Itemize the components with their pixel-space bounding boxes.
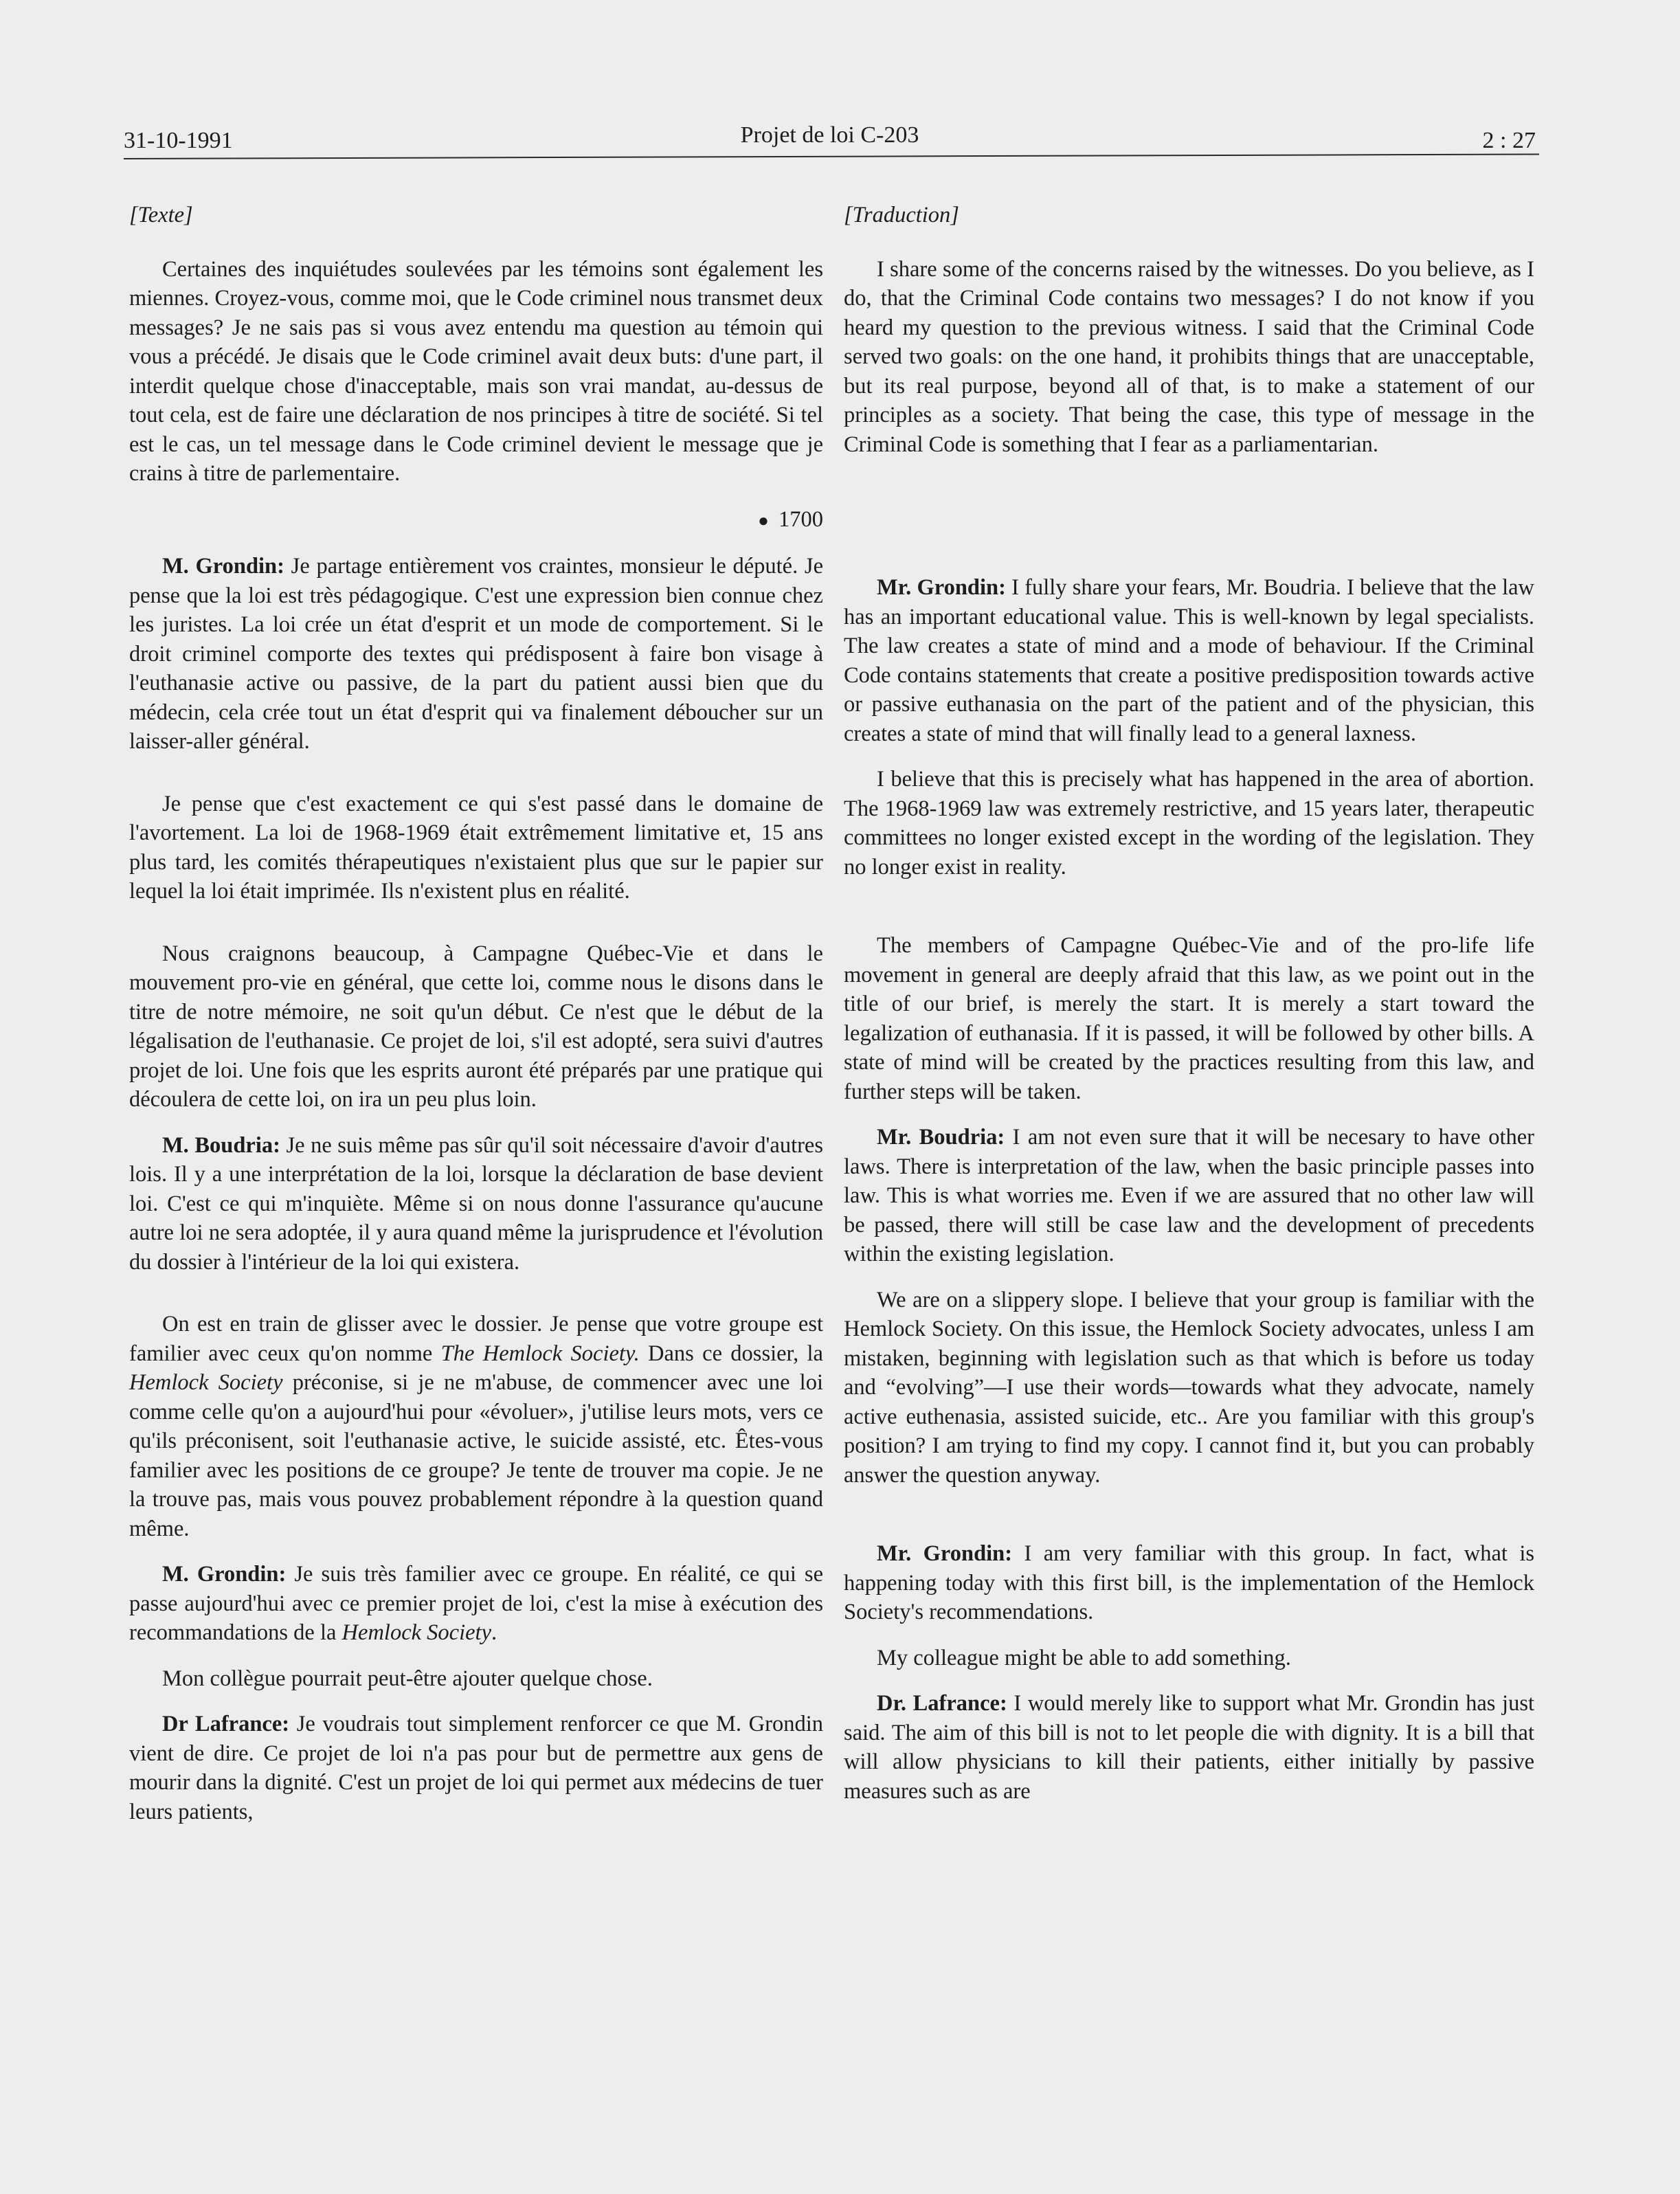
paragraph: Mon collègue pourrait peut-être ajouter quelque chose. [162,1666,653,1691]
speech-text: I am not even sure that it will be necesary to have other laws. There is interpretation of the law, when the basic principle passes into law. This is what worries me. Even if we are assured that no other law will be passed, there will still be case law and the development of precedents within the existing legislation. [844,1125,1534,1266]
bullet-icon: ● [758,510,769,530]
italic-text: The Hemlock Society. [440,1341,640,1366]
time-marker-value: 1700 [779,506,823,532]
speech-text: Je suis très familier avec ce groupe. En réalité, ce qui se passe aujourd'hui avec ce premier projet de loi, c'est la mise à exécution des recommandations de la [129,1562,823,1645]
header-date: 31-10-1991 [124,128,233,153]
speech-text: I am very familiar with this group. In fact, what is happening today with this first bill, is the implementation of the Hemlock Society's recommendations. [844,1541,1535,1624]
speaker-name: Mr. Grondin: [877,1541,1013,1566]
header-page-number: 2 : 27 [1482,128,1536,153]
paragraph: I believe that this is precisely what has happened in the area of abortion. The 1968-1969 law was extremely restrictive, and 15 years later, therapeutic committees no longer existed except in the wording of the legislation. They no longer exist in reality. [844,767,1534,880]
french-column [129,201,823,1843]
italic-text: Hemlock Society [129,1370,283,1395]
paragraph [129,1710,823,1826]
paragraph: My colleague might be able to add something. [877,1645,1291,1670]
paragraph: The members of Campagne Québec-Vie and of the pro-life life movement in general are deeply afraid that this law, as we point out in the title of our brief, is merely the start. It is merely a start toward the legalization of euthanasia. If it is passed, it will be followed by other bills. A state of mind will be created by the practices resulting from this law, and further steps will be taken. [844,933,1534,1104]
paragraph [844,573,1534,748]
speech-text: Je ne suis même pas sûr qu'il soit nécessaire d'avoir d'autres lois. Il y a une interprétation de la loi, lorsque la déclaration de base devient loi. C'est ce qui m'inquiète. Même si on nous donne l'assurance qu'aucune autre loi ne sera adoptée, il y aura quand même la jurisprudence et l'évolution du dossier à l'intérieur de la loi qui existera. [129,1132,823,1275]
italic-text: Hemlock Society [341,1620,492,1645]
text-label: [Traduction] [844,203,959,227]
paragraph: Je pense que c'est exactement ce qui s'est passé dans le domaine de l'avortement. La loi de 1968-1969 était extrêmement limitative et, 15 ans plus tard, les comités thérapeutiques n'existaient plus que sur le papier sur lequel la loi était imprimée. Ils n'existent plus en réalité. [129,791,823,904]
speech-text: Dans ce dossier, la [639,1341,823,1366]
paragraph [844,1689,1534,1806]
text-label: [Texte] [129,203,193,227]
speaker-name: M. Grondin: [162,1562,287,1587]
english-column [844,201,1534,1822]
paragraph: Nous craignons beaucoup, à Campagne Québec-Vie et dans le mouvement pro-vie en général, que cette loi, comme nous le disons dans le titre de notre mémoire, ne soit qu'un début. Ce n'est que le début de la légalisation de l'euthanasie. Ce projet de loi, s'il est adopté, sera suivi d'autres projet de loi. Une fois que les esprits auront été préparés par une pratique qui découlera de cette loi, on ira un peu plus loin. [129,941,823,1112]
time-marker [129,505,823,536]
speech-text: préconise, si je ne m'abuse, de commencer avec une loi comme celle qu'on a aujourd'hui pour «évoluer», j'utilise leurs mots, vers ce qu'ils préconisent, soit l'euthanasie active, le suicide assisté, etc. Êtes-vous familier avec les positions de ce groupe? Je tente de trouver ma copie. Je ne la trouve pas, mais vous pouvez probablement répondre à la question quand même. [129,1370,823,1541]
speaker-name: Mr. Grondin: [877,575,1006,600]
header-title: Projet de loi C-203 [740,122,919,148]
speaker-name: M. Boudria: [162,1132,280,1158]
paragraph: We are on a slippery slope. I believe that your group is familiar with the Hemlock Society. On this issue, the Hemlock Society advocates, unless I am mistaken, beginning with legislation such as that which is before us today and “evolving”—I use their words—towards what they advocate, namely active euthenasia, assisted suicide, etc.. Are you familiar with this group's position? I am trying to find my copy. I cannot find it, but you can probably answer the question anyway. [844,1287,1534,1488]
speech-text: . [491,1620,497,1645]
paragraph: Certaines des inquiétudes soulevées par les témoins sont également les miennes. Croyez-vous, comme moi, que le Code criminel nous transmet deux messages? Je ne sais pas si vous avez entendu ma question au témoin qui vous a précédé. Je disais que le Code criminel avait deux buts: d'une part, il interdit quelque chose d'inacceptable, mais son vrai mandat, au-dessus de tout cela, est de faire une déclaration de nos principes à titre de société. Si tel est le cas, un tel message dans le Code criminel devient le message que je crains à titre de parlementaire. [129,256,823,486]
speech-text: I would merely like to support what Mr. Grondin has just said. The aim of this bill is not to let people die with dignity. It is a bill that will allow physicians to kill their patients, either initially by passive measures such as are [844,1691,1534,1804]
paragraph [129,1560,823,1648]
speaker-name: Mr. Boudria: [877,1125,1005,1150]
speaker-name: Dr Lafrance: [162,1712,290,1736]
speech-text: Je voudrais tout simplement renforcer ce que M. Grondin vient de dire. Ce projet de loi n'a pas pour but de permettre aux gens de mourir dans la dignité. C'est un projet de loi qui permet aux médecins de tuer leurs patients, [129,1712,823,1824]
paragraph [844,1123,1534,1269]
speech-text: I fully share your fears, Mr. Boudria. I believe that the law has an important educational value. This is well-known by legal specialists. The law creates a state of mind and a mode of behaviour. If the Criminal Code contains statements that create a positive predisposition towards active or passive euthanasia on the part of the patient and of the physician, this creates a state of mind that will finally lead to a general laxness. [844,575,1534,746]
speech-text: Je partage entièrement vos craintes, monsieur le député. Je pense que la loi est très pédagogique. C'est une expression bien connue chez les juristes. La loi crée un état d'esprit et un mode de comportement. Si le droit criminel comporte des textes qui prédisposent à faire bon visage à l'euthanasie active ou passive, de la part du patient aussi bien que du médecin, cela crée tout un état d'esprit qui va finalement déboucher sur un laisser-aller général. [129,554,824,754]
speaker-name: M. Grondin: [162,554,284,579]
paragraph [129,1310,823,1543]
paragraph: I share some of the concerns raised by the witnesses. Do you believe, as I do, that the Criminal Code contains two messages? I do not know if you heard my question to the previous witness. I said that the Criminal Code served two goals: on the one hand, it prohibits things that are unacceptable, but its real purpose, beyond all of that, is to make a statement of our principles as a society. That being the case, this type of message in the Criminal Code is something that I fear as a parliamentarian. [844,256,1534,457]
speech-text: On est en train de glisser avec le dossier. Je pense que votre groupe est familier avec ceux qu'on nomme [129,1312,823,1366]
paragraph [129,1131,823,1277]
speaker-name: Dr. Lafrance: [877,1691,1007,1716]
paragraph [129,552,823,757]
paragraph [844,1539,1534,1627]
